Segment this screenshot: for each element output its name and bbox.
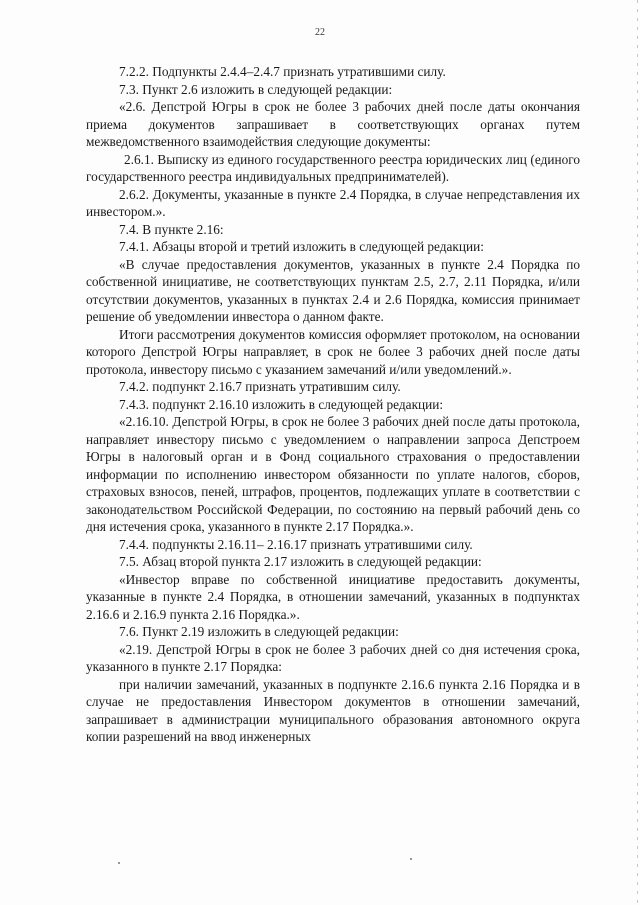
paragraph-quote-case: «В случае предоставления документов, указанных в пункте 2.4 Порядка по собственной инициативе, не соответствующих пунктам 2.5, 2.7, 2.11 Порядка, и/или отсутствии документов, указанных в пунктах 2.4 и 2.6 Порядка, комиссия принимает решение об уведомлении инвестора о данном факте. bbox=[86, 256, 580, 324]
scan-speck bbox=[410, 858, 412, 860]
paragraph-review-results: Итоги рассмотрения документов комиссия оформляет протоколом, на основании которого Депстрой Югры направляет, в срок не более 3 рабочих дней после даты протокола, инвестору письмо с указанием замечаний и/или уведомлений.». bbox=[86, 326, 580, 377]
paragraph-7-4-1: 7.4.1. Абзацы второй и третий изложить в следующей редакции: bbox=[119, 239, 484, 254]
paragraph-2-16-10: «2.16.10. Депстрой Югры, в срок не более 3 рабочих дней после даты протокола, направляет инвестору письмо с уведомлением о направлении запроса Депстроем Югры в налоговый орган и в Фонд социального страхования о предоставлении информации по исполнению инвестором обязанности по уплате налогов, сборов, страховых взносов, пеней, штрафов, процентов, подлежащих уплате в соответствии с законодательством Российской Федерации, по состоянию на первый рабочий день со дня истечения срока, указанного в пункте 2.17 Порядка.». bbox=[86, 414, 580, 534]
paragraph-remarks: при наличии замечаний, указанных в подпункте 2.16.6 пункта 2.16 Порядка и в случае не предоставления Инвестором документов в отношении замечаний, запрашивает в администрации муниципального образования автономного округа копии разрешений на ввод инженерных bbox=[86, 676, 580, 744]
paragraph-7-4-2: 7.4.2. подпункт 2.16.7 признать утратившим силу. bbox=[119, 379, 401, 394]
paragraph-7-4-3: 7.4.3. подпункт 2.16.10 изложить в следующей редакции: bbox=[119, 396, 444, 412]
paragraph-2-19: «2.19. Депстрой Югры в срок не более 3 рабочих дней со дня истечения срока, указанного в пункте 2.17 Порядка: bbox=[86, 641, 580, 674]
scan-edge-mark bbox=[637, 0, 638, 905]
paragraph-7-2-2: 7.2.2. Подпункты 2.4.4–2.4.7 признать утратившими силу. bbox=[119, 64, 446, 79]
paragraph-7-4-4: 7.4.4. подпункты 2.16.11– 2.16.17 признать утратившими силу. bbox=[119, 536, 473, 552]
paragraph-7-5: 7.5. Абзац второй пункта 2.17 изложить в следующей редакции: bbox=[119, 554, 482, 569]
document-body bbox=[86, 63, 580, 746]
paragraph-7-4: 7.4. В пункте 2.16: bbox=[119, 221, 224, 237]
paragraph-2-6-1: 2.6.1. Выписку из единого государственного реестра юридических лиц (единого государственного реестра индивидуальных предпринимателей). bbox=[86, 151, 580, 184]
paragraph-7-6: 7.6. Пункт 2.19 изложить в следующей редакции: bbox=[119, 624, 399, 639]
paragraph-7-3: 7.3. Пункт 2.6 изложить в следующей редакции: bbox=[119, 81, 393, 97]
page-number: 22 bbox=[315, 27, 325, 38]
scan-speck bbox=[118, 862, 120, 864]
paragraph-investor-right: «Инвестор вправе по собственной инициативе предоставить документы, указанные в пункте 2.4 Порядка, в отношении замечаний, указанных в подпунктах 2.16.6 и 2.16.9 пункта 2.16 Порядка.». bbox=[86, 571, 580, 622]
paragraph-2-6: «2.6. Депстрой Югры в срок не более 3 рабочих дней после даты окончания приема документов запрашивает в соответствующих органах путем межведомственного взаимодействия следующие документы: bbox=[86, 99, 580, 149]
paragraph-2-6-2: 2.6.2. Документы, указанные в пункте 2.4 Порядка, в случае непредставления их инвестором.». bbox=[86, 186, 580, 219]
